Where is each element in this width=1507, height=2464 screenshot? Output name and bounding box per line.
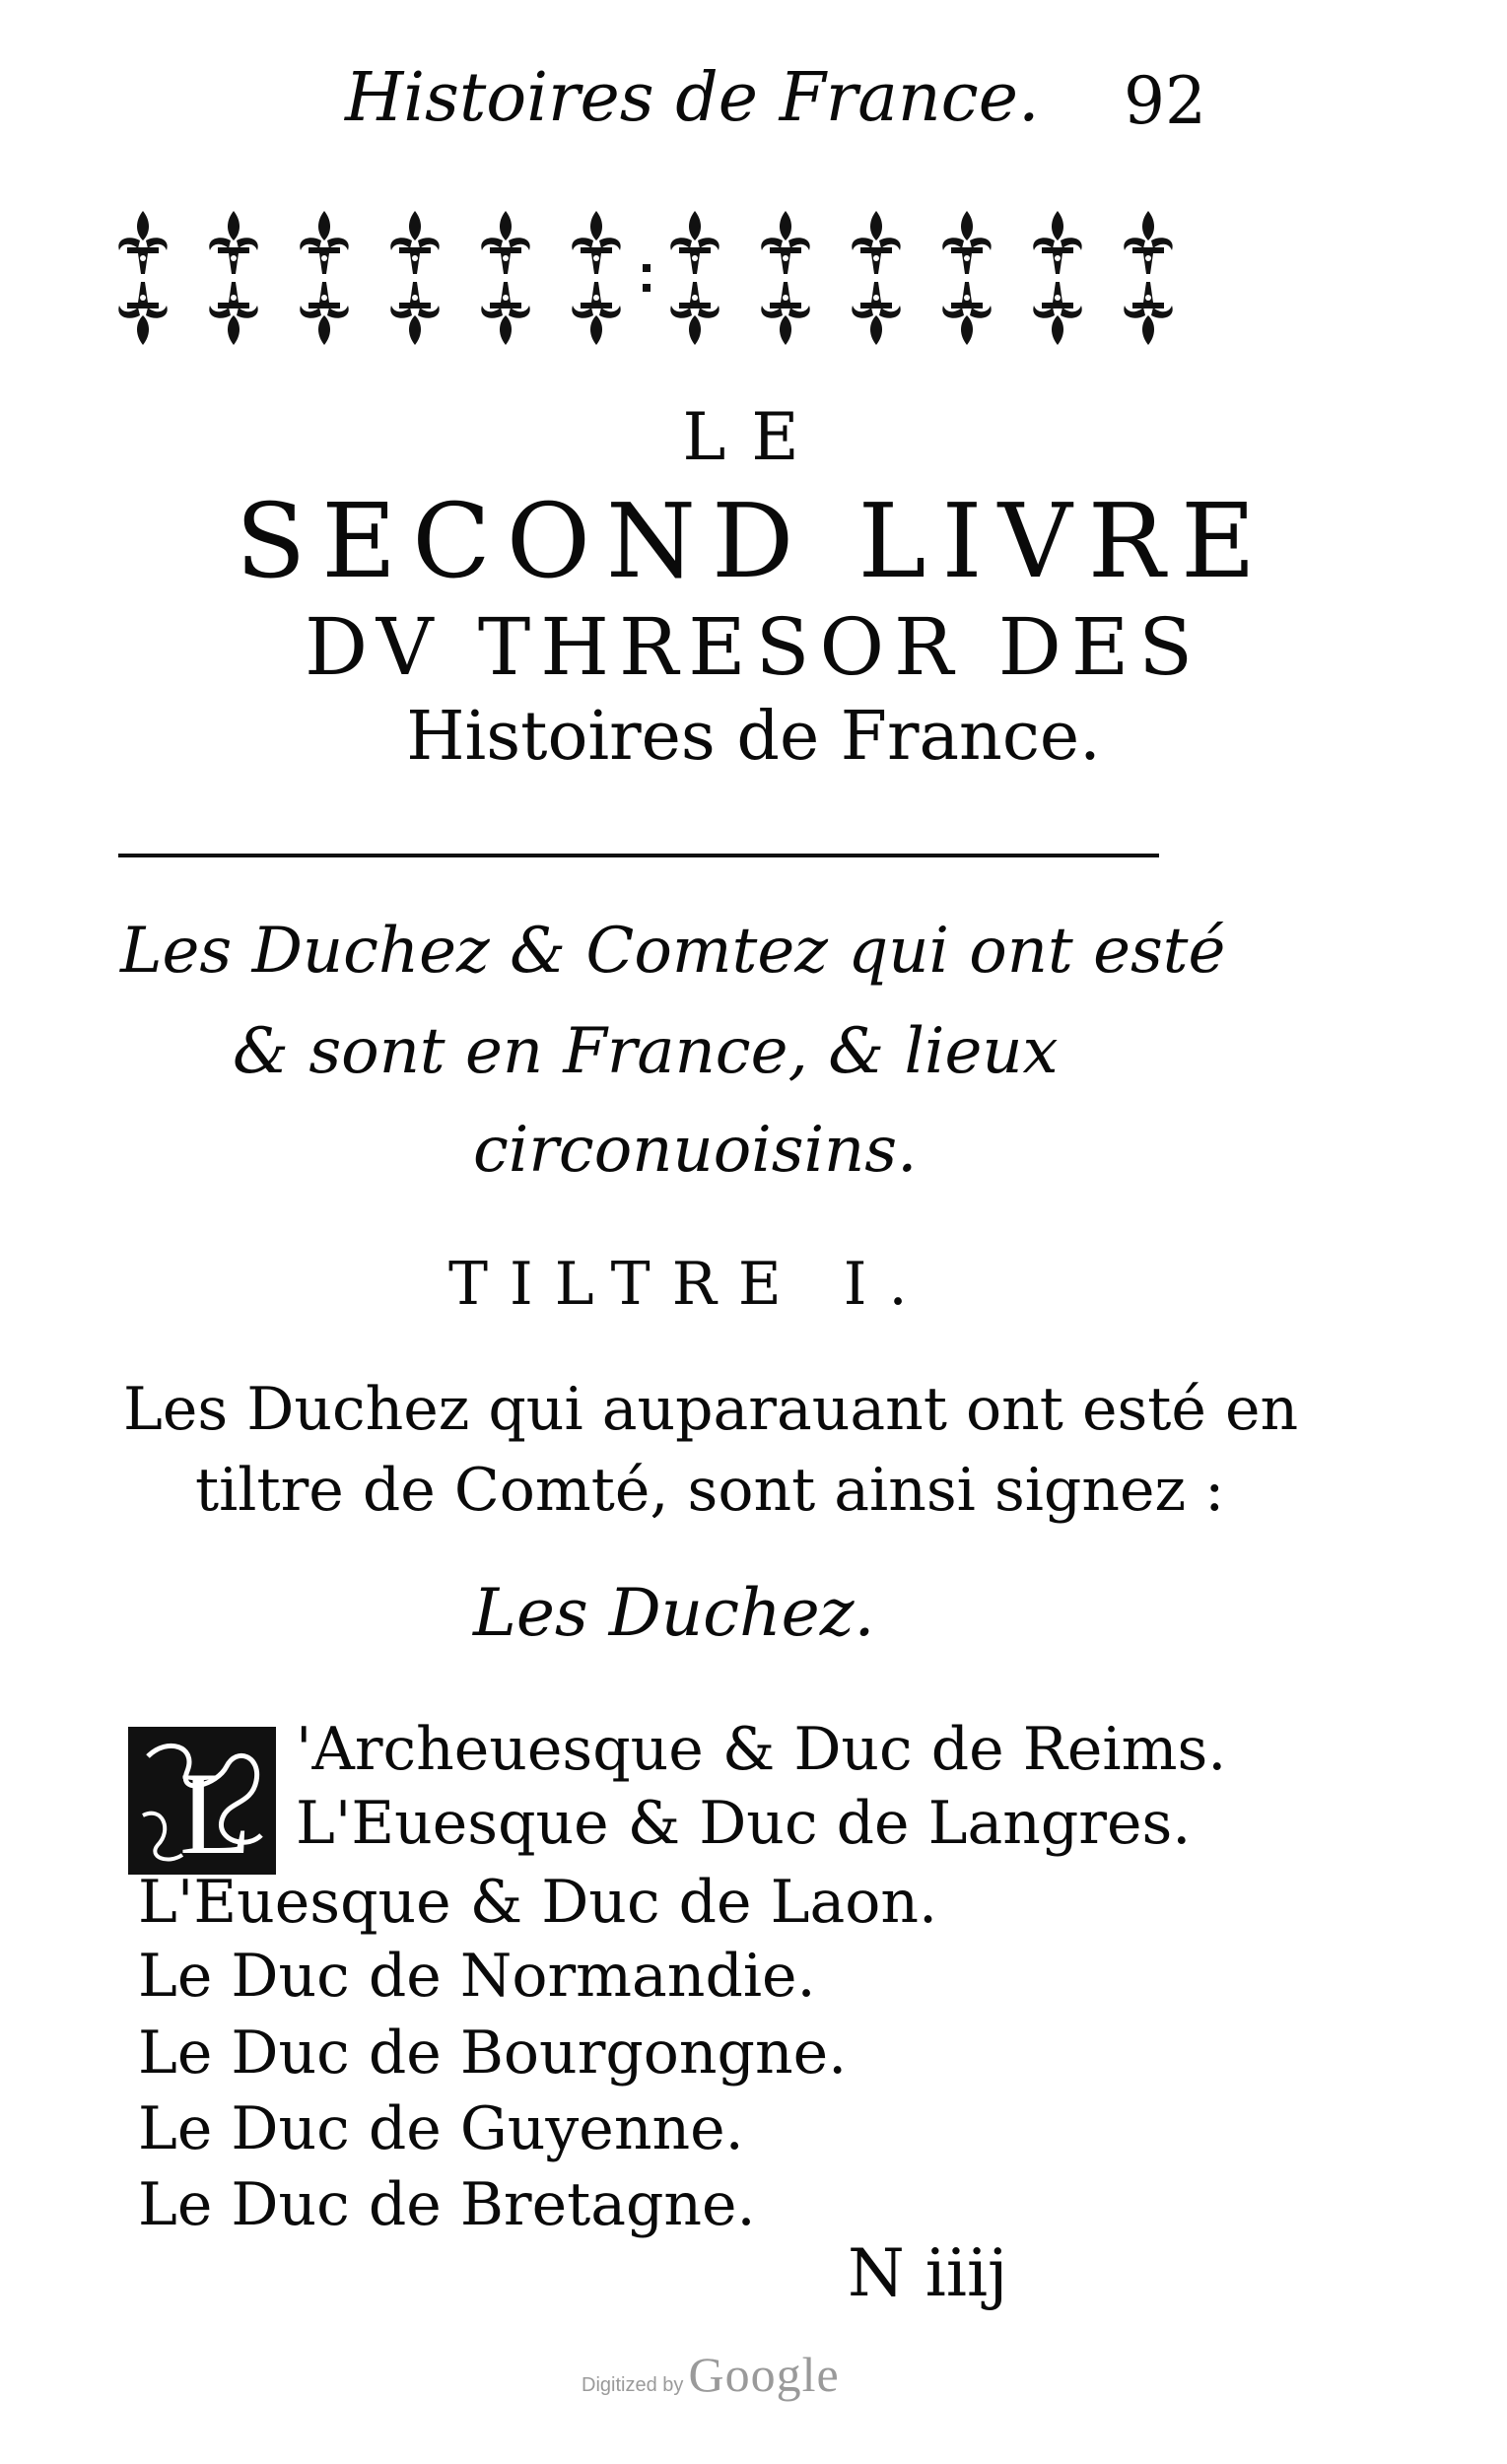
title-line-histoires: Histoires de France. — [406, 698, 1101, 776]
running-title: Histoires de France. — [345, 59, 1040, 137]
watermark-prefix: Digitized by — [582, 2374, 684, 2396]
list-item: Le Duc de Guyenne. — [138, 2094, 744, 2163]
title-line-thresor: DV THRESOR DES — [304, 601, 1203, 693]
list-item: L'Euesque & Duc de Langres. — [296, 1789, 1192, 1858]
title-line-second-livre: SECOND LIVRE — [236, 481, 1271, 601]
list-item: Le Duc de Normandie. — [138, 1942, 816, 2011]
subtitle-line-1: Les Duchez & Comtez qui ont esté — [120, 915, 1226, 988]
intro-line-1: Les Duchez qui auparauant ont esté en — [123, 1375, 1299, 1444]
title-line-le: LE — [682, 399, 825, 475]
section-heading: Les Duchez. — [473, 1575, 875, 1651]
subtitle-line-3: circonuoisins. — [473, 1114, 918, 1187]
drop-cap-l — [128, 1727, 276, 1875]
signature-mark: N iiij — [848, 2235, 1008, 2311]
fleur-de-lis-ornament — [103, 193, 1198, 363]
subtitle-line-2: & sont en France, & lieux — [233, 1015, 1059, 1088]
horizontal-rule — [118, 854, 1159, 857]
list-item: Le Duc de Bourgongne. — [138, 2019, 848, 2088]
page-number: 92 — [1124, 63, 1206, 139]
digitized-watermark — [582, 2346, 840, 2403]
list-item: 'Archeuesque & Duc de Reims. — [296, 1715, 1227, 1784]
svg-text:L: L — [179, 1747, 252, 1875]
list-item: Le Duc de Bretagne. — [138, 2170, 756, 2239]
intro-line-2: tiltre de Comté, sont ainsi signez : — [195, 1456, 1225, 1525]
list-item: L'Euesque & Duc de Laon. — [138, 1868, 938, 1937]
tiltre-heading: TILTRE I. — [448, 1250, 929, 1319]
watermark-brand: Google — [688, 2347, 840, 2402]
